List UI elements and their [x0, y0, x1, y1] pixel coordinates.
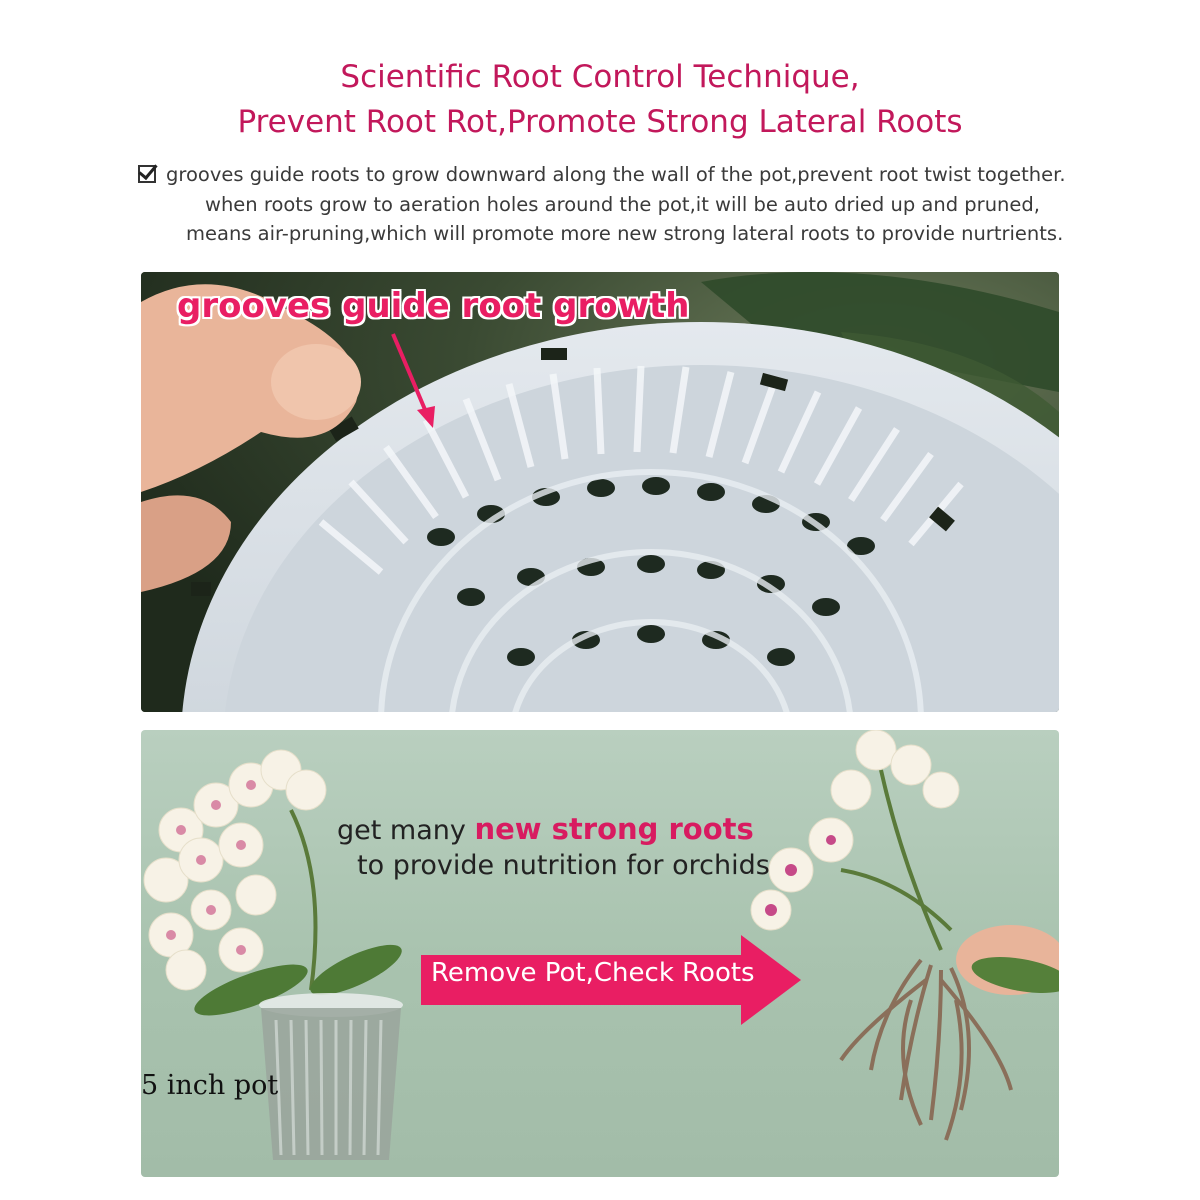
left-orchid-flowers — [144, 750, 408, 1026]
pot-size-label: 5 inch pot — [141, 1070, 279, 1101]
description-text1: grooves guide roots to grow downward along the wall of the pot,prevent root twist together. — [166, 163, 1066, 186]
new-roots-highlight: new strong roots — [474, 812, 754, 846]
pot-grooves-photo — [141, 272, 1059, 712]
new-roots-prefix: get many — [337, 815, 475, 846]
orchid-roots-photo — [141, 730, 1059, 1177]
description-line3: means air-pruning,which will promote more new strong lateral roots to provide nurtrients. — [186, 222, 1064, 245]
checkbox-icon — [138, 165, 156, 183]
remove-pot-label: Remove Pot,Check Roots — [431, 958, 755, 988]
page-title-line1: Scientific Root Control Technique, — [340, 59, 860, 95]
clear-pot — [259, 993, 403, 1160]
description-line2: when roots grow to aeration holes around the pot,it will be auto dried up and pruned, — [205, 193, 1040, 216]
page-title-line2: Prevent Root Rot,Promote Strong Lateral Roots — [237, 104, 963, 140]
orchid-roots-illustration — [141, 730, 1059, 1177]
new-roots-text-line2: to provide nutrition for orchids — [357, 850, 770, 881]
description-line1 — [138, 160, 1200, 189]
new-roots-text-line1 — [337, 812, 754, 846]
pot-grooves-illustration — [141, 272, 1059, 712]
right-orchid-flowers — [751, 730, 959, 950]
grooves-label: grooves guide root growth — [177, 286, 690, 326]
